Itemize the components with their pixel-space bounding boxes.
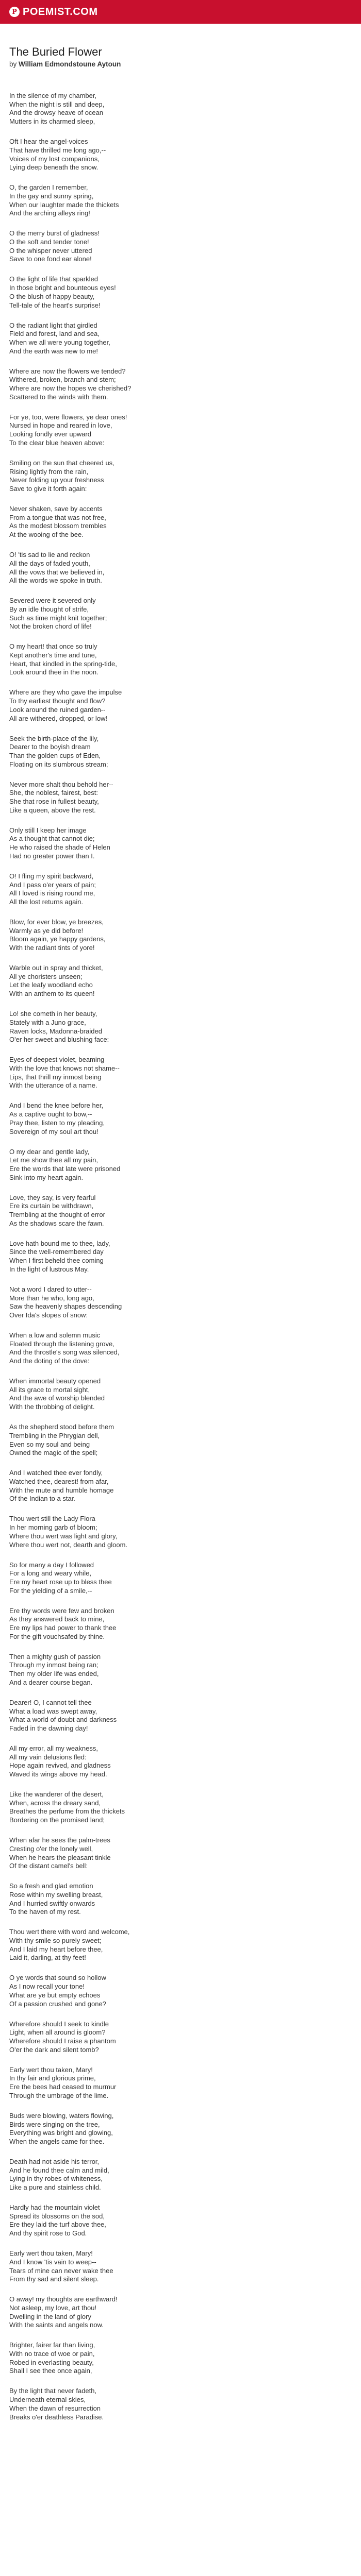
- poem-line: Wherefore should I seek to kindle: [9, 2020, 109, 2028]
- poem-line: Robed in everlasting beauty,: [9, 2358, 94, 2366]
- poem-line: Not asleep, my love, art thou!: [9, 2303, 97, 2312]
- poem-line: And I bend the knee before her,: [9, 1101, 104, 1110]
- poem-line: Where are they who gave the impulse: [9, 688, 122, 697]
- site-logo-text: POEMIST.COM: [23, 6, 98, 18]
- poem-line: Through the umbrage of the lime.: [9, 2091, 109, 2099]
- poem-line: O the soft and tender tone!: [9, 238, 89, 246]
- poem-line: O my heart! that once so truly: [9, 642, 97, 651]
- poem-line: Waved its wings above my head.: [9, 1770, 107, 1778]
- poem-line: Early wert thou taken, Mary!: [9, 2065, 93, 2074]
- stanza: [9, 2249, 352, 2284]
- poem-line: Than the golden cups of Eden,: [9, 751, 101, 759]
- poem-line: As the shadows scare the fawn.: [9, 1219, 104, 1227]
- poem-line: Such as time might knit together;: [9, 614, 107, 622]
- poem-line: And he found thee calm and mild,: [9, 2166, 109, 2174]
- poem-line: Not a word I dared to utter--: [9, 1285, 92, 1293]
- poem-line: Everything was bright and glowing,: [9, 2129, 113, 2137]
- poem-line: Let me show thee all my pain,: [9, 1156, 98, 1164]
- stanza: [9, 505, 352, 539]
- stanza: [9, 1423, 352, 1458]
- stanza: [9, 1056, 352, 1090]
- poem-line: Never folding up your freshness: [9, 476, 104, 484]
- poem-line: Breathes the perfume from the thickets: [9, 1807, 125, 1816]
- poem-line: As they answered back to mine,: [9, 1615, 105, 1623]
- poem-line: Raven locks, Madonna-braided: [9, 1027, 102, 1035]
- poem-line: Withered, broken, branch and stem;: [9, 376, 116, 384]
- poem-line: All ye choristers unseen;: [9, 972, 83, 980]
- poem-line: Save to one fond ear alone!: [9, 255, 92, 263]
- poem-line: All are withered, dropped, or low!: [9, 714, 108, 722]
- stanza: [9, 2020, 352, 2055]
- poem-container: [0, 24, 361, 2421]
- poem-line: O, the garden I remember,: [9, 183, 88, 192]
- poem-line: With the love that knows not shame--: [9, 1064, 120, 1072]
- stanza: [9, 642, 352, 677]
- poem-line: Early wert thou taken, Mary!: [9, 2249, 93, 2258]
- poem-line: Of the Indian to a star.: [9, 1495, 75, 1503]
- poem-line: Like a pure and stainless child.: [9, 2183, 101, 2192]
- poem-line: Thou wert still the Lady Flora: [9, 1515, 95, 1523]
- poem-line: Let the leafy woodland echo: [9, 981, 93, 989]
- stanza: [9, 1377, 352, 1412]
- poem-line: Love hath bound me to thee, lady,: [9, 1239, 110, 1247]
- poem-line: Shall I see thee once again,: [9, 2367, 92, 2375]
- poem-line: To thy earliest thought and flow?: [9, 697, 106, 705]
- poem-line: When we all were young together,: [9, 338, 110, 346]
- poem-line: All the days of faded youth,: [9, 559, 90, 567]
- poem-line: Look around thee in the noon.: [9, 668, 99, 676]
- stanza: [9, 321, 352, 356]
- poem-line: From thy sad and silent sleep.: [9, 2275, 99, 2283]
- poem-line: Birds were singing on the tree,: [9, 2120, 100, 2128]
- poem-line: Field and forest, land and sea,: [9, 330, 100, 338]
- stanza: [9, 551, 352, 585]
- poem-line: And I pass o'er years of pain;: [9, 880, 96, 889]
- poem-line: Never more shalt thou behold her--: [9, 780, 113, 788]
- poem-line: All the vows that we believed in,: [9, 568, 105, 576]
- poem-line: She, the noblest, fairest, best:: [9, 789, 98, 797]
- poem-line: When the angels came for thee.: [9, 2137, 105, 2145]
- poem-line: And I laid my heart before thee,: [9, 1945, 103, 1953]
- stanza: [9, 918, 352, 953]
- poem-line: When the night is still and deep,: [9, 100, 105, 108]
- stanza: [9, 964, 352, 998]
- poem-line: With the throbbing of delight.: [9, 1403, 95, 1411]
- stanza: [9, 781, 352, 815]
- poem-line: As the shepherd stood before them: [9, 1423, 114, 1431]
- poem-line: Where are now the flowers we tended?: [9, 367, 126, 375]
- poem-line: Lips, that thrill my inmost being: [9, 1073, 102, 1081]
- poem-line: Rose within my swelling breast,: [9, 1890, 103, 1899]
- poem-line: Then my older life was ended,: [9, 1670, 99, 1678]
- stanza: [9, 1790, 352, 1825]
- poem-line: Breaks o'er deathless Paradise.: [9, 2413, 104, 2421]
- stanza: [9, 2204, 352, 2238]
- poem-line: More than he who, long ago,: [9, 1294, 94, 1302]
- poem-line: In those bright and bounteous eyes!: [9, 284, 116, 292]
- stanza: [9, 2066, 352, 2100]
- stanza: [9, 367, 352, 402]
- poemist-logo-icon: P: [9, 7, 20, 17]
- poem-line: Floating on its slumbrous stream;: [9, 760, 108, 768]
- poem-line: Where are now the hopes we cherished?: [9, 384, 132, 393]
- stanza: [9, 1928, 352, 1962]
- poem-line: Ere my heart rose up to bless thee: [9, 1578, 112, 1586]
- stanza: [9, 1469, 352, 1503]
- poem-line: In the silence of my chamber,: [9, 92, 97, 99]
- poem-line: Never shaken, save by accents: [9, 504, 103, 513]
- poem-line: Underneath eternal skies,: [9, 2396, 86, 2404]
- stanza: [9, 872, 352, 907]
- poem-line: Where thou wert was light and glory,: [9, 1532, 118, 1540]
- poem-line: And the awe of worship blended: [9, 1394, 105, 1402]
- stanza: [9, 1148, 352, 1182]
- poem-line: Tell-tale of the heart's surprise!: [9, 301, 101, 309]
- stanza: [9, 2112, 352, 2146]
- byline: [9, 60, 352, 68]
- poem-line: Save to give it forth again:: [9, 484, 87, 493]
- poem-line: O the whisper never uttered: [9, 246, 92, 255]
- poem-line: Ere its curtain be withdrawn,: [9, 1202, 94, 1210]
- stanza: [9, 138, 352, 172]
- poem-line: Oft I hear the angel-voices: [9, 138, 88, 146]
- poem-line: When the dawn of resurrection: [9, 2404, 101, 2412]
- stanza: [9, 2158, 352, 2192]
- stanza: [9, 413, 352, 448]
- stanza: [9, 1607, 352, 1641]
- poem-line: Heart, that kindled in the spring-tide,: [9, 659, 117, 668]
- poem-line: And I hurried swiftly onwards: [9, 1899, 95, 1907]
- poem-line: Ere they laid the turf above thee,: [9, 2221, 106, 2229]
- poem-line: Like a queen, above the rest.: [9, 806, 96, 814]
- site-header: [0, 0, 361, 24]
- poem-line: And the earth was new to me!: [9, 347, 98, 355]
- poem-line: Eyes of deepest violet, beaming: [9, 1056, 105, 1064]
- stanza: [9, 275, 352, 310]
- poem-line: Bloom again, ye happy gardens,: [9, 935, 106, 943]
- poem-line: Seek the birth-place of the lily,: [9, 734, 99, 742]
- poem-line: Severed were it severed only: [9, 597, 96, 605]
- poem-line: Look around the ruined garden--: [9, 705, 106, 714]
- poem-line: O away! my thoughts are earthward!: [9, 2295, 118, 2303]
- poem-line: In the light of lustrous May.: [9, 1265, 89, 1273]
- poem-line: When, across the dreary sand,: [9, 1799, 101, 1807]
- poem-line: Lying in thy robes of whiteness,: [9, 2175, 103, 2183]
- author-link[interactable]: William Edmondstoune Aytoun: [19, 60, 121, 68]
- stanza: [9, 1515, 352, 1549]
- poem-line: Warble out in spray and thicket,: [9, 964, 103, 972]
- poem-line: So for many a day I followed: [9, 1561, 94, 1569]
- stanza: [9, 459, 352, 494]
- poem-line: As the modest blossom trembles: [9, 522, 107, 530]
- poem-line: Thou wert there with word and welcome,: [9, 1928, 130, 1936]
- poem-line: Cresting o'er the lonely well,: [9, 1844, 93, 1853]
- poem-line: Hope again revived, and gladness: [9, 1761, 111, 1770]
- poem-line: Dearer! O, I cannot tell thee: [9, 1698, 92, 1706]
- poem-line: O'er her sweet and blushing face:: [9, 1036, 109, 1044]
- poem-line: Trembling in the Phrygian dell,: [9, 1431, 100, 1439]
- poem-line: When a low and solemn music: [9, 1331, 101, 1339]
- poem-line: With no trace of woe or pain,: [9, 2350, 95, 2358]
- stanza: [9, 1653, 352, 1687]
- poem-line: When I first beheld thee coming: [9, 1257, 104, 1265]
- poem-line: Sink into my heart again.: [9, 1173, 84, 1181]
- stanza: [9, 597, 352, 631]
- poem-line: Scattered to the winds with them.: [9, 393, 108, 401]
- poem-line: Tears of mine can never wake thee: [9, 2266, 113, 2275]
- poem-line: Death had not aside his terror,: [9, 2157, 100, 2165]
- stanza: [9, 2295, 352, 2330]
- stanza: [9, 2341, 352, 2376]
- poem-line: Had no greater power than I.: [9, 852, 95, 860]
- poem-line: When afar he sees the palm-trees: [9, 1836, 110, 1844]
- stanza: [9, 1974, 352, 2008]
- poem-line: And I watched thee ever fondly,: [9, 1469, 103, 1477]
- stanza: [9, 229, 352, 264]
- poem-line: When our laughter made the thickets: [9, 200, 119, 209]
- poem-line: What a load was swept away,: [9, 1707, 97, 1715]
- stanza: [9, 92, 352, 126]
- byline-prefix: by: [9, 60, 17, 68]
- stanza: [9, 735, 352, 769]
- poem-line: Bordering on the promised land;: [9, 1816, 105, 1824]
- poem-line: With the saints and angels now.: [9, 2321, 104, 2329]
- poem-line: By the light that never fadeth,: [9, 2387, 97, 2395]
- poem-line: By an idle thought of strife,: [9, 605, 89, 613]
- poem-line: Ere the bees had ceased to murmur: [9, 2083, 117, 2091]
- poem-line: When immortal beauty opened: [9, 1377, 101, 1385]
- poem-line: Smiling on the sun that cheered us,: [9, 459, 114, 467]
- poem-line: What a world of doubt and darkness: [9, 1716, 117, 1724]
- poem-line: So a fresh and glad emotion: [9, 1882, 93, 1890]
- poem-line: Dwelling in the land of glory: [9, 2312, 91, 2320]
- poem-line: Lo! she cometh in her beauty,: [9, 1010, 97, 1018]
- stanza: [9, 1101, 352, 1136]
- poem-line: For ye, too, were flowers, ye dear ones!: [9, 413, 127, 421]
- poem-line: Looking fondly ever upward: [9, 430, 91, 438]
- poem-line: Hardly had the mountain violet: [9, 2204, 100, 2212]
- poem-line: And the doting of the dove:: [9, 1357, 90, 1365]
- poem-line: And the throstle's song was silenced,: [9, 1348, 120, 1357]
- poem-line: And the arching alleys ring!: [9, 209, 90, 217]
- poem-line: He who raised the shade of Helen: [9, 843, 110, 852]
- stanza: [9, 688, 352, 723]
- poem-line: With the utterance of a name.: [9, 1081, 97, 1090]
- poem-line: In her morning garb of bloom;: [9, 1523, 97, 1532]
- poem-line: What are ye but empty echoes: [9, 1991, 101, 1999]
- stanza: [9, 183, 352, 218]
- poem-line: When he hears the pleasant tinkle: [9, 1853, 111, 1861]
- poem-line: O'er the dark and silent tomb?: [9, 2045, 99, 2054]
- poem-line: Since the well-remembered day: [9, 1248, 104, 1256]
- poem-line: All the words we spoke in truth.: [9, 577, 102, 585]
- poem-line: Watched thee, dearest! from afar,: [9, 1477, 109, 1485]
- poem-line: Only still I keep her image: [9, 826, 87, 834]
- poem-line: Ere thy words were few and broken: [9, 1606, 114, 1615]
- poem-line: With thy smile so purely sweet;: [9, 1937, 102, 1945]
- poem-line: Rising lightly from the rain,: [9, 467, 89, 476]
- stanza: [9, 1285, 352, 1320]
- stanza: [9, 1744, 352, 1779]
- poem-line: Faded in the dawning day!: [9, 1724, 88, 1732]
- stanza: [9, 1010, 352, 1044]
- poem-line: Lying deep beneath the snow.: [9, 163, 99, 172]
- poem-line: Not the broken chord of life!: [9, 622, 92, 631]
- poem-line: With an anthem to its queen!: [9, 990, 95, 998]
- poem-line: Ere my lips had power to thank thee: [9, 1624, 117, 1632]
- poem-line: All its grace to mortal sight,: [9, 1385, 90, 1394]
- poem-line: O ye words that sound so hollow: [9, 1974, 106, 1982]
- poem-line: To the clear blue heaven above:: [9, 438, 105, 447]
- poem-line: All my error, all my weakness,: [9, 1744, 98, 1752]
- poem-line: Pray thee, listen to my pleading,: [9, 1118, 105, 1127]
- poem-line: And I know 'tis vain to weep--: [9, 2258, 96, 2266]
- poem-line: In the gay and sunny spring,: [9, 192, 94, 200]
- stanza: [9, 1331, 352, 1366]
- poem-line: Sovereign of my soul art thou!: [9, 1127, 99, 1136]
- poem-line: Even so my soul and being: [9, 1440, 90, 1448]
- poem-line: Saw the heavenly shapes descending: [9, 1302, 122, 1311]
- poem-line: Of the distant camel's bell:: [9, 1862, 88, 1870]
- poem-line: All the lost returns again.: [9, 897, 84, 906]
- poem-line: O my dear and gentle lady,: [9, 1147, 90, 1156]
- poem-line: For a long and weary while,: [9, 1569, 91, 1578]
- poem-line: O! 'tis sad to lie and reckon: [9, 551, 90, 559]
- poem-line: Blow, for ever blow, ye breezes,: [9, 918, 104, 926]
- poem-line: And the drowsy heave of ocean: [9, 109, 104, 117]
- stanza: [9, 826, 352, 861]
- poem-line: Brighter, fairer far than living,: [9, 2341, 95, 2349]
- poem-line: Floated through the listening grove,: [9, 1340, 114, 1348]
- poem-line: Dearer to the boyish dream: [9, 743, 91, 751]
- poem-line: Warmly as ye did before!: [9, 926, 84, 935]
- poem-line: O the light of life that sparkled: [9, 275, 98, 283]
- poem-line: Mutters in its charmed sleep,: [9, 117, 95, 126]
- poem-title: The Buried Flower: [9, 45, 102, 58]
- poem-line: And a dearer course began.: [9, 1678, 93, 1686]
- poem-line: With the mute and humble homage: [9, 1486, 114, 1494]
- stanza: [9, 1561, 352, 1596]
- poem-line: With the radiant tints of yore!: [9, 944, 95, 952]
- poem-line: As I now recall your tone!: [9, 1982, 85, 1991]
- poem-line: Through my inmost being ran;: [9, 1661, 99, 1669]
- poem-line: To the haven of my rest.: [9, 1908, 81, 1916]
- poem-line: As a captive ought to bow,--: [9, 1110, 92, 1118]
- poem-line: Ere the words that late were prisoned: [9, 1164, 121, 1173]
- stanza: [9, 1194, 352, 1228]
- poem-line: Kept another's time and tune,: [9, 651, 97, 659]
- poem-line: Like the wanderer of the desert,: [9, 1790, 104, 1799]
- poem-line: For the gift vouchsafed by thine.: [9, 1632, 105, 1640]
- poem-line: O the radiant light that girdled: [9, 321, 97, 329]
- poem-line: In thy fair and glorious prime,: [9, 2074, 96, 2082]
- poem-line: Laid it, darling, at thy feet!: [9, 1954, 86, 1962]
- poem-line: Spread its blossoms on the sod,: [9, 2212, 105, 2220]
- poem-line: O the blush of happy beauty,: [9, 292, 95, 300]
- poem-line: Light, when all around is gloom?: [9, 2028, 106, 2037]
- poem-line: As a thought that cannot die;: [9, 835, 95, 843]
- poem-line: Where thou wert not, dearth and gloom.: [9, 1540, 128, 1549]
- poem-body: [9, 92, 352, 2421]
- poem-line: At the wooing of the bee.: [9, 531, 84, 539]
- poem-line: Then a mighty gush of passion: [9, 1652, 101, 1660]
- poem-line: That have thrilled me long ago,--: [9, 146, 106, 154]
- poem-line: From a tongue that was not free,: [9, 513, 106, 521]
- site-logo[interactable]: [9, 6, 98, 18]
- poem-line: Of a passion crushed and gone?: [9, 1999, 106, 2008]
- poem-line: Wherefore should I raise a phantom: [9, 2037, 116, 2045]
- stanza: [9, 2387, 352, 2421]
- stanza: [9, 1240, 352, 1274]
- poem-line: Stately with a Juno grace,: [9, 1018, 86, 1026]
- stanza: [9, 1836, 352, 1871]
- poem-line: For the yielding of a smile,--: [9, 1586, 92, 1595]
- poem-line: O the merry burst of gladness!: [9, 229, 100, 238]
- poem-line: And thy spirit rose to God.: [9, 2229, 87, 2238]
- poem-line: All I loved is rising round me,: [9, 889, 95, 897]
- poem-line: All my vain delusions fled:: [9, 1753, 87, 1761]
- poem-line: Over Ida's slopes of snow:: [9, 1311, 88, 1319]
- poem-line: O! I fling my spirit backward,: [9, 872, 94, 880]
- poem-line: Love, they say, is very fearful: [9, 1193, 96, 1201]
- poem-line: Buds were blowing, waters flowing,: [9, 2111, 114, 2120]
- stanza: [9, 1882, 352, 1917]
- stanza: [9, 1699, 352, 1733]
- poem-line: She that rose in fullest beauty,: [9, 798, 99, 806]
- poem-line: Voices of my lost companions,: [9, 155, 100, 163]
- poem-line: Owned the magic of the spell;: [9, 1449, 98, 1457]
- poem-line: Nursed in hope and reared in love,: [9, 421, 112, 430]
- poem-line: Trembling at the thought of error: [9, 1211, 105, 1219]
